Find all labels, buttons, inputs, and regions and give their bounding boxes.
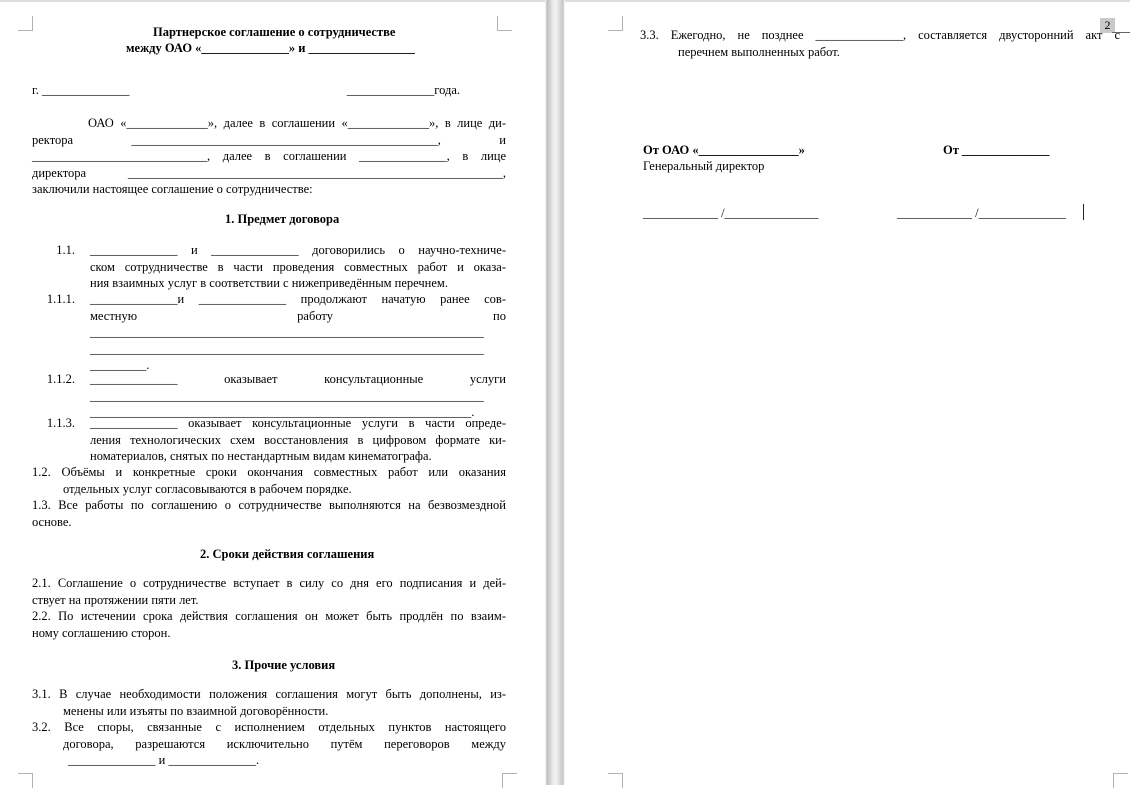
blank-line: _____________________________________________________________.: [90, 405, 475, 419]
paragraph-line: ______________ и ______________.: [68, 753, 260, 767]
blank-line: _______________________________________________________________: [90, 341, 484, 356]
paragraph-line: ствует на протяжении пяти лет.: [32, 592, 199, 607]
list-line: местную работу по: [90, 308, 506, 323]
crop-mark-top-right-icon: [497, 16, 512, 31]
blank-line: _______________________________________________________________: [90, 325, 484, 339]
list-item-1-1-1: [32, 291, 506, 374]
section-heading-3: 3. Прочие условия: [232, 658, 336, 672]
paragraph-3-1: [32, 686, 506, 719]
list-line: ния взаимных услуг в соответствии с нижеприведённым перечнем.: [90, 276, 448, 290]
list-line: ления технологических схем восстановления в цифровом формате ки-: [90, 432, 506, 447]
list-item-1-1-3: [32, 415, 506, 465]
paragraph-line: ____________________________, далее в соглашении ______________, в лице: [32, 149, 506, 163]
paragraph-line: перечнем выполненных работ.: [678, 44, 840, 59]
page-1: [0, 2, 545, 785]
list-line: ском сотрудничестве в части проведения совместных работ и оказа-: [90, 259, 506, 274]
signature-party-right: От ______________: [943, 143, 1050, 157]
paragraph-line: 2.2. По истечении срока действия соглашения он может быть продлён по взаим-: [32, 609, 506, 623]
section-heading-2: 2. Сроки действия соглашения: [200, 547, 375, 561]
title-line-1: Партнерское соглашение о сотрудничестве: [153, 25, 396, 39]
paragraph-line: ректора _________________________________________________, и: [32, 132, 506, 147]
crop-mark-top-left-icon: [18, 16, 33, 31]
paragraph-line: 1.3. Все работы по соглашению о сотрудничестве выполняются на безвозмездной: [32, 498, 506, 512]
list-number: 1.1.: [56, 243, 75, 257]
page-gap: [545, 0, 565, 785]
signature-role-left: Генеральный директор: [643, 159, 765, 173]
blank-line: _______________________________________________________________: [90, 388, 484, 403]
paragraph-3-2: [32, 719, 506, 769]
text-cursor: [1083, 204, 1084, 220]
blank-line: _________.: [90, 358, 150, 372]
crop-mark-bottom-right-icon: [502, 773, 517, 788]
paragraph-line: ОАО «_____________», далее в соглашении «_____________», в лице ди-: [88, 116, 506, 130]
list-item-1-1: [32, 242, 506, 292]
paragraph-line: основе.: [32, 514, 72, 529]
list-item-1-1-2: [32, 371, 506, 421]
paragraph-line: 3.1. В случае необходимости положения соглашения могут быть дополнены, из-: [32, 687, 506, 701]
paragraph-2-1: [32, 575, 506, 608]
list-line: ______________ оказывает консультационные услуги в части опреде-: [90, 416, 506, 430]
signature-line-left: ____________ /_______________: [643, 206, 819, 220]
crop-mark-bottom-left-icon: [608, 773, 623, 788]
list-line: ______________ и ______________ договорились о научно-техниче-: [90, 243, 506, 257]
paragraph-line: 1.2. Объёмы и конкретные сроки окончания совместных работ или оказания: [32, 465, 506, 479]
city-date-line: [32, 82, 506, 99]
paragraph-line: ному соглашению сторон.: [32, 625, 171, 640]
paragraph-3-3: [640, 27, 1120, 60]
document-title: [153, 24, 395, 41]
paragraph-line: 3.3. Ежегодно, не позднее ______________, составляется двусторонний акт с: [640, 28, 1120, 42]
section-heading-1: 1. Предмет договора: [225, 212, 340, 226]
paragraph-line: заключили настоящее соглашение о сотрудничестве:: [32, 182, 313, 196]
paragraph-line: 3.2. Все споры, связанные с исполнением отдельных пунктов настоящего: [32, 720, 506, 734]
list-line: номатериалов, снятых по нестандартным видам кинематографа.: [90, 449, 432, 463]
paragraph-2-2: [32, 608, 506, 641]
paragraph-1-2: [32, 464, 506, 497]
crop-mark-bottom-right-icon: [1113, 773, 1128, 788]
paragraph-line: 2.1. Соглашение о сотрудничестве вступает в силу со дня его подписания и дей-: [32, 576, 506, 590]
crop-mark-bottom-left-icon: [18, 773, 33, 788]
document-title-line2: [126, 40, 415, 57]
crop-mark-top-left-icon: [608, 16, 623, 31]
paragraph-line: отдельных услуг согласовываются в рабочем порядке.: [63, 481, 352, 496]
intro-paragraph: [32, 115, 506, 198]
paragraph-1-3: [32, 497, 506, 530]
signature-party-left: От ОАО «________________»: [643, 143, 805, 157]
city-blank: г. ______________: [32, 83, 130, 97]
list-number: 1.1.2.: [46, 372, 75, 386]
list-line: ______________ оказывает консультационные услуги: [90, 372, 506, 386]
date-blank: ______________года.: [346, 83, 460, 97]
signature-line-right: ____________ /______________: [897, 206, 1067, 220]
paragraph-line: менены или изъяты по взаимной договорённости.: [63, 703, 329, 718]
paragraph-line: договора, разрешаются исключительно путём переговоров между: [63, 736, 506, 751]
list-number: 1.1.1.: [46, 292, 75, 306]
list-line: ______________и ______________ продолжают начатую ранее сов-: [90, 292, 506, 306]
paragraph-line: директора ____________________________________________________________,: [32, 165, 506, 180]
title-line-2: между ОАО «______________» и _________________: [126, 41, 415, 55]
list-number: 1.1.3.: [46, 416, 75, 430]
page-number-field: 2: [1100, 18, 1115, 33]
page-2: [565, 2, 1130, 785]
